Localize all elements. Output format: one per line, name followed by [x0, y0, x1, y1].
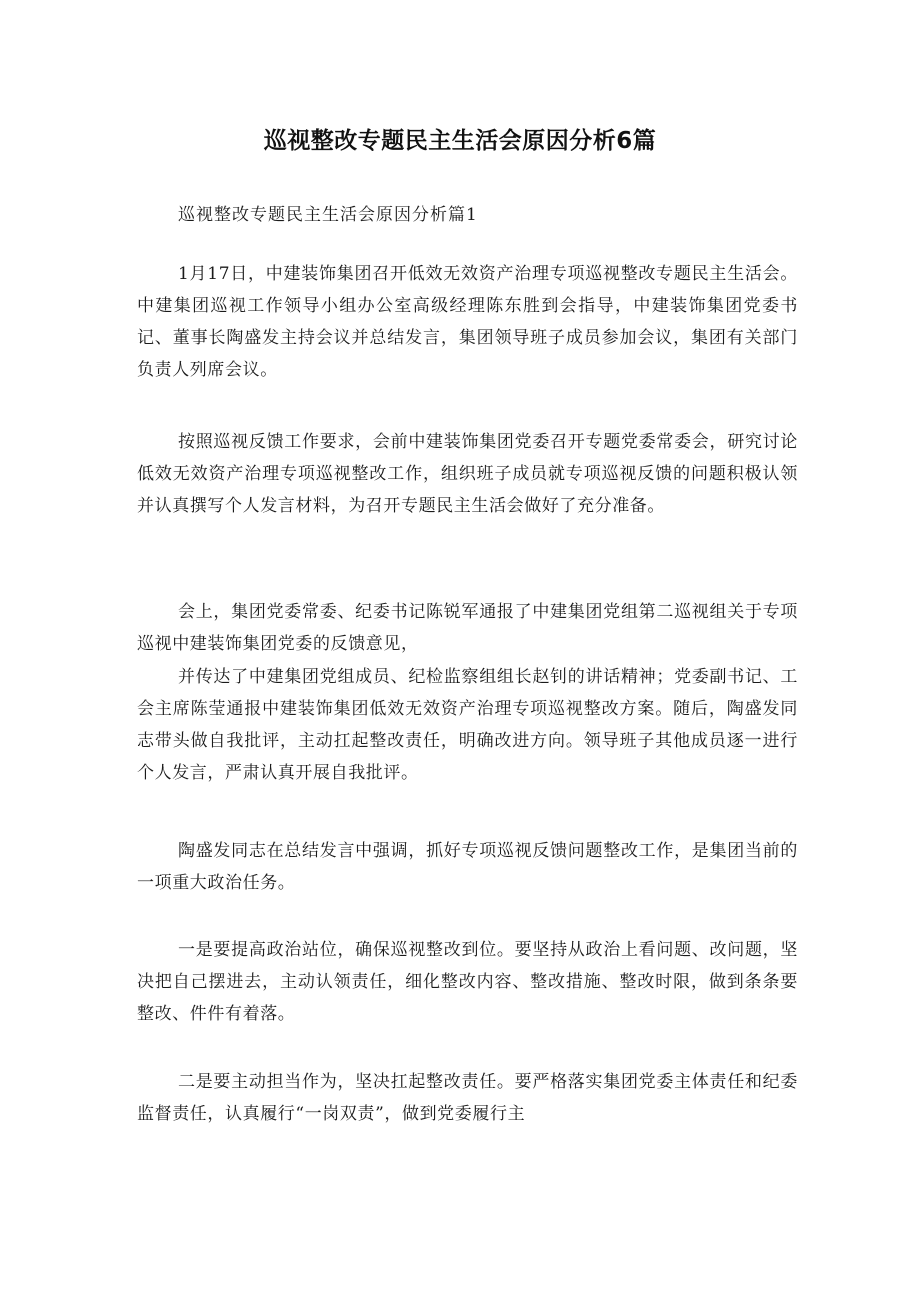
paragraph-7: 二是要主动担当作为，坚决扛起整改责任。要严格落实集团党委主体责任和纪委监督责任，认真履行“一岗双责”，做到党委履行主 — [137, 1072, 798, 1124]
paragraph-6: 一是要提高政治站位，确保巡视整改到位。要坚持从政治上看问题、改问题，坚决把自己摆进去，主动认领责任，细化整改内容、整改措施、整改时限，做到条条要整改、件件有着落。 — [137, 940, 798, 1024]
paragraph-4: 并传达了中建集团党组成员、纪检监察组组长赵钊的讲话精神；党委副书记、工会主席陈莹通报中建装饰集团低效无效资产治理专项巡视整改方案。随后，陶盛发同志带头做自我批评，主动扛起整改责任，明确改进方向。领导班子其他成员逐一进行个人发言，严肃认真开展自我批评。 — [137, 667, 798, 783]
paragraph-2: 按照巡视反馈工作要求，会前中建装饰集团党委召开专题党委常委会，研究讨论低效无效资产治理专项巡视整改工作，组织班子成员就专项巡视反馈的问题积极认领并认真撰写个人发言材料，为召开专题民主生活会做好了充分准备。 — [137, 432, 798, 516]
paragraph-5: 陶盛发同志在总结发言中强调，抓好专项巡视反馈问题整改工作，是集团当前的一项重大政治任务。 — [137, 841, 798, 893]
document-title: 巡视整改专题民主生活会原因分析6篇 — [263, 128, 657, 154]
paragraph-1: 1月17日，中建装饰集团召开低效无效资产治理专项巡视整改专题民主生活会。中建集团巡视工作领导小组办公室高级经理陈东胜到会指导，中建装饰集团党委书记、董事长陶盛发主持会议并总结发言，集团领导班子成员参加会议，集团有关部门负责人列席会议。 — [137, 264, 798, 380]
document-subtitle: 巡视整改专题民主生活会原因分析篇1 — [178, 205, 478, 225]
paragraph-3: 会上，集团党委常委、纪委书记陈锐军通报了中建集团党组第二巡视组关于专项巡视中建装饰集团党委的反馈意见， — [137, 602, 798, 654]
